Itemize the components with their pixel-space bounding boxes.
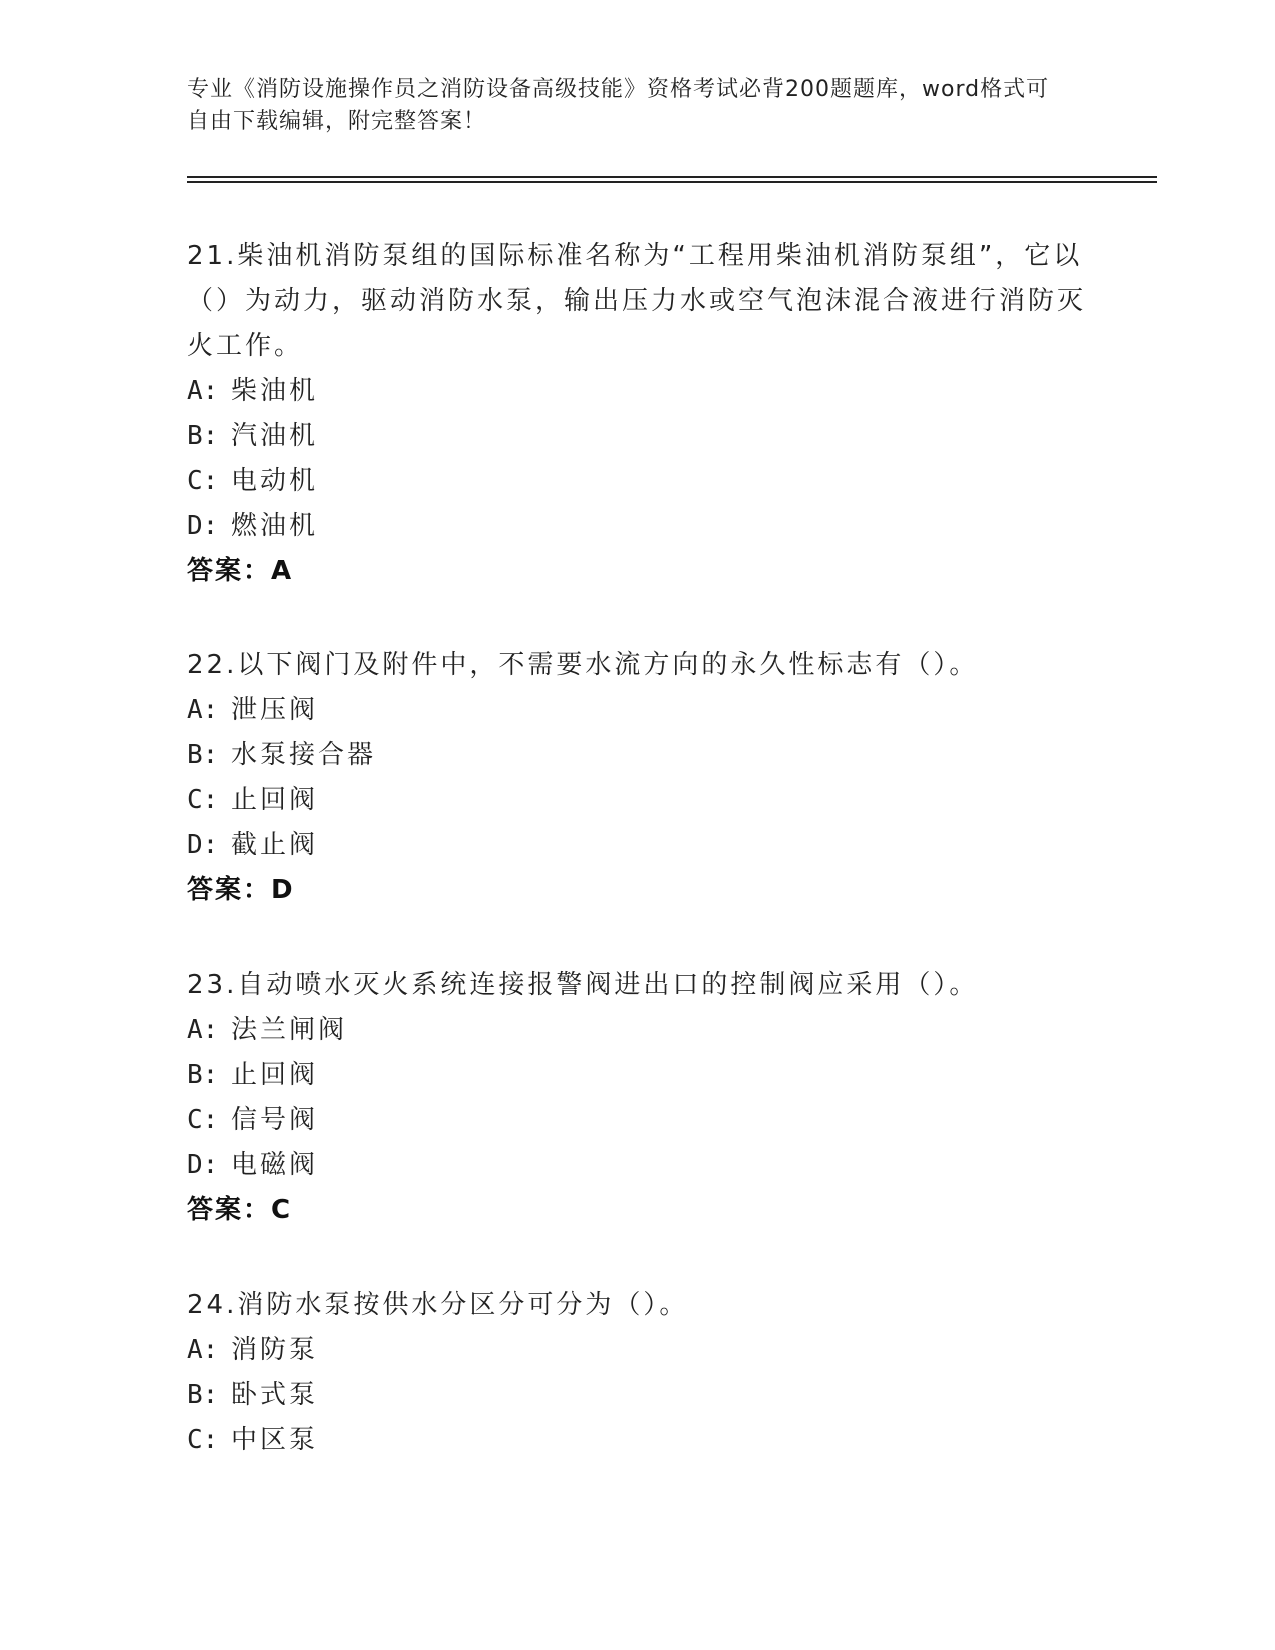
- option-text: 卧式泵: [231, 1380, 319, 1410]
- option-letter: B:: [187, 421, 219, 451]
- option-letter: C:: [187, 1425, 219, 1455]
- option-letter: C:: [187, 1105, 219, 1135]
- answer-line: 答案：D: [187, 875, 295, 905]
- option-letter: B:: [187, 1060, 219, 1090]
- option-text: 水泵接合器: [231, 740, 377, 770]
- option-text: 信号阀: [231, 1105, 319, 1135]
- question-stem: 22.以下阀门及附件中，不需要水流方向的永久性标志有（）。: [187, 650, 979, 680]
- option-c: [187, 778, 1087, 823]
- option-b: [187, 733, 1087, 778]
- option-c: [187, 1098, 1087, 1143]
- question-22: [187, 643, 1087, 913]
- option-text: 柴油机: [231, 376, 319, 406]
- option-text: 电动机: [231, 466, 319, 496]
- option-c: [187, 1418, 1087, 1463]
- option-a: [187, 369, 1087, 414]
- option-letter: A:: [187, 376, 219, 406]
- option-letter: D:: [187, 830, 219, 860]
- option-letter: C:: [187, 466, 219, 496]
- document-header: [187, 74, 1067, 138]
- option-a: [187, 688, 1087, 733]
- header-divider-top: [187, 176, 1157, 178]
- option-text: 中区泵: [231, 1425, 319, 1455]
- question-stem: 23.自动喷水灭火系统连接报警阀进出口的控制阀应采用（）。: [187, 970, 979, 1000]
- option-text: 电磁阀: [231, 1150, 319, 1180]
- option-text: 止回阀: [231, 785, 319, 815]
- option-b: [187, 1053, 1087, 1098]
- option-a: [187, 1328, 1087, 1373]
- option-text: 泄压阀: [231, 695, 319, 725]
- question-24: [187, 1283, 1087, 1463]
- option-text: 消防泵: [231, 1335, 319, 1365]
- option-d: [187, 823, 1087, 868]
- question-21: [187, 234, 1087, 594]
- option-d: [187, 1143, 1087, 1188]
- option-b: [187, 1373, 1087, 1418]
- header-divider-bottom: [187, 181, 1157, 183]
- option-letter: C:: [187, 785, 219, 815]
- option-c: [187, 459, 1087, 504]
- header-intro-text: 专业《消防设施操作员之消防设备高级技能》资格考试必背200题题库，word格式可自由下载编辑，附完整答案！: [187, 77, 1050, 134]
- option-text: 汽油机: [231, 421, 319, 451]
- question-23: [187, 963, 1087, 1233]
- option-letter: A:: [187, 1015, 219, 1045]
- option-letter: D:: [187, 1150, 219, 1180]
- option-text: 截止阀: [231, 830, 319, 860]
- question-stem: 24.消防水泵按供水分区分可分为（）。: [187, 1290, 689, 1320]
- option-letter: A:: [187, 1335, 219, 1365]
- option-letter: A:: [187, 695, 219, 725]
- option-d: [187, 504, 1087, 549]
- option-text: 法兰闸阀: [231, 1015, 348, 1045]
- option-text: 止回阀: [231, 1060, 319, 1090]
- question-stem: 21.柴油机消防泵组的国际标准名称为“工程用柴油机消防泵组”，它以（）为动力，驱动消防水泵，输出压力水或空气泡沫混合液进行消防灭火工作。: [187, 241, 1087, 361]
- option-b: [187, 414, 1087, 459]
- option-letter: D:: [187, 511, 219, 541]
- option-a: [187, 1008, 1087, 1053]
- option-text: 燃油机: [231, 511, 319, 541]
- option-letter: B:: [187, 1380, 219, 1410]
- option-letter: B:: [187, 740, 219, 770]
- answer-line: 答案：A: [187, 556, 294, 586]
- answer-line: 答案：C: [187, 1195, 293, 1225]
